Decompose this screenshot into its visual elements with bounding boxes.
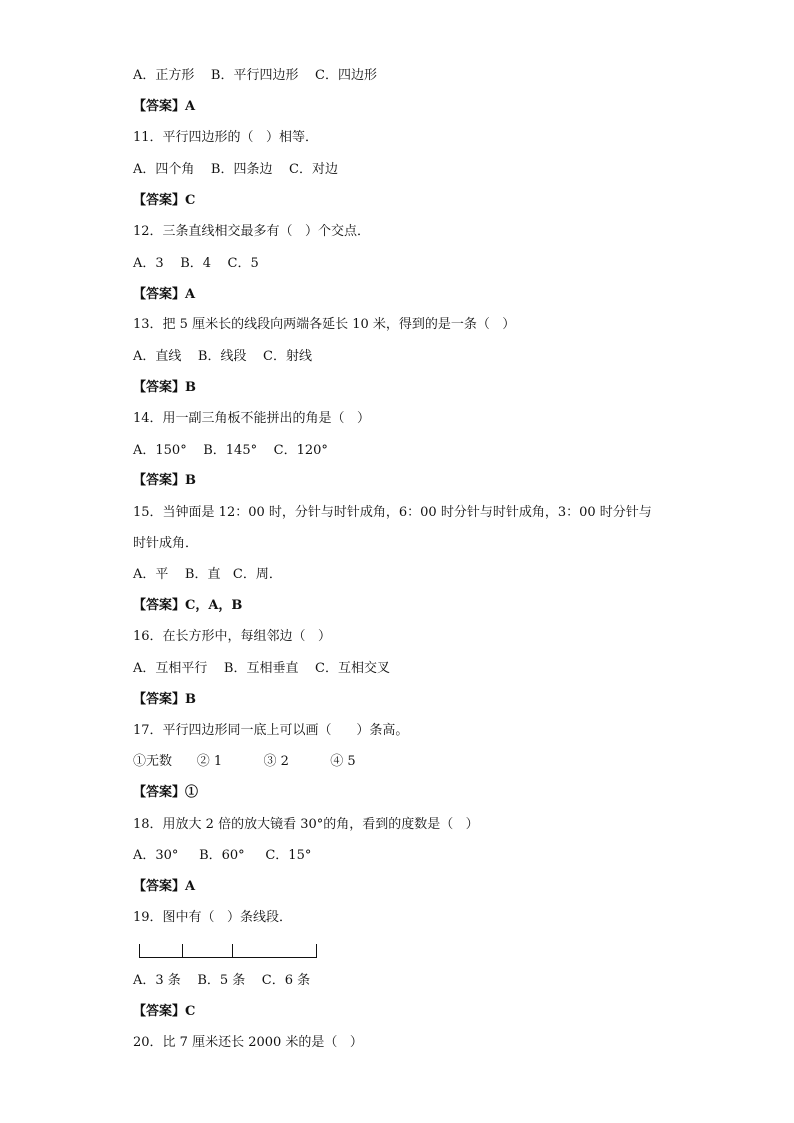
q14-options: A．150° B．145° C．120° <box>133 443 328 458</box>
q16-options: A．互相平行 B．互相垂直 C．互相交叉 <box>133 661 390 676</box>
q12-question: 12．三条直线相交最多有（ ）个交点． <box>133 224 370 239</box>
segment-endpoint-2 <box>182 944 183 958</box>
q19-answer: 【答案】C <box>133 1004 196 1019</box>
q15-options: A．平 B．直 C．周． <box>133 567 282 582</box>
q16-question: 16．在长方形中，每组邻边（ ） <box>133 629 331 644</box>
q13-question: 13．把 5 厘米长的线段向两端各延长 10 米，得到的是一条（ ） <box>133 317 516 332</box>
q20-question: 20．比 7 厘米还长 2000 米的是（ ） <box>133 1035 363 1050</box>
q14-question: 14．用一副三角板不能拼出的角是（ ） <box>133 411 370 426</box>
q13-options: A．直线 B．线段 C．射线 <box>133 349 312 364</box>
q15-answer: 【答案】C，A，B <box>133 598 243 613</box>
q11-options: A．四个角 B．四条边 C．对边 <box>133 162 338 177</box>
q18-answer: 【答案】A <box>133 879 196 894</box>
segment-endpoint-1 <box>139 944 140 958</box>
q18-question: 18．用放大 2 倍的放大镜看 30°的角，看到的度数是（ ） <box>133 817 479 832</box>
q17-options: ①无数 ② 1 ③ 2 ④ 5 <box>133 754 356 769</box>
q17-question: 17．平行四边形同一底上可以画（ ）条高。 <box>133 723 409 738</box>
q19-options: A．3 条 B．5 条 C．6 条 <box>133 973 311 988</box>
q18-options: A．30° B．60° C．15° <box>133 848 312 863</box>
q15-question-line2: 时针成角． <box>133 536 199 551</box>
segment-base-line <box>139 957 317 958</box>
q10-answer: 【答案】A <box>133 99 196 114</box>
q16-answer: 【答案】B <box>133 692 196 707</box>
q17-answer: 【答案】① <box>133 785 199 800</box>
q12-options: A．3 B．4 C．5 <box>133 256 259 271</box>
q13-answer: 【答案】B <box>133 380 196 395</box>
segment-endpoint-4 <box>316 944 317 958</box>
q12-answer: 【答案】A <box>133 287 196 302</box>
q19-question: 19．图中有（ ）条线段． <box>133 910 292 925</box>
q11-answer: 【答案】C <box>133 193 196 208</box>
segment-endpoint-3 <box>232 944 233 958</box>
q10-options: A．正方形 B．平行四边形 C．四边形 <box>133 68 377 83</box>
q11-question: 11．平行四边形的（ ）相等． <box>133 130 318 145</box>
q14-answer: 【答案】B <box>133 473 196 488</box>
q15-question-line1: 15．当钟面是 12：00 时，分针与时针成角，6：00 时分针与时针成角，3：00 时分针与 <box>133 505 652 520</box>
